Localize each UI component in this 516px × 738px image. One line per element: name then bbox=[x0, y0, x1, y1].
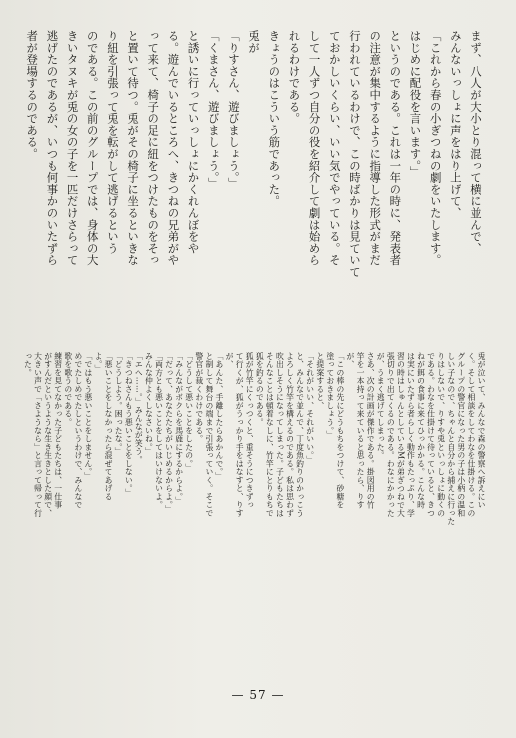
text-column: さあ、次の計画が傑作である。掛図用の竹 bbox=[366, 352, 376, 509]
text-column: 「エへ……。」みんなが笑う。 bbox=[134, 352, 144, 464]
text-column: の注意が集中するように指導した形式がまだ bbox=[368, 30, 383, 266]
text-column: 「みんながボクらを馬鹿にするからよ。」 bbox=[174, 352, 184, 506]
text-column: 狐が竹竿にくっつくと、重そうにつきずっ bbox=[245, 352, 255, 509]
text-column: めでたしめでたしというわけで、みんなで bbox=[73, 352, 83, 509]
text-column: 「だって、あなたたちがいじめるからよ。」 bbox=[164, 352, 174, 514]
text-column: というのである。これは一年の時に、発表者 bbox=[388, 30, 403, 266]
text-column: しい子なので、ちゃんと自分から捕えに行った bbox=[446, 352, 456, 526]
text-column: と提案すると、 bbox=[315, 352, 325, 410]
text-column: である。わなを仕掛けて待っていると、きつ bbox=[426, 352, 436, 518]
text-column: 逃げたのであるが、いつも何事かのいたずら bbox=[45, 30, 60, 266]
text-column: よろしく竹竿を構えるのである。私は思わず bbox=[285, 352, 295, 518]
text-column: 「あんた、手離したらあかんで。」 bbox=[214, 352, 224, 481]
text-column: が、 bbox=[345, 352, 355, 369]
text-column: 竿を一本持って来ていると思ったら、りす bbox=[356, 352, 366, 509]
text-column: はじめに配役を言います。」 bbox=[408, 30, 423, 178]
text-column: 兎が泣いて、みんなで森の警察へ訴えにい bbox=[477, 352, 486, 509]
text-column: 「りすさん、遊びましょう。」 bbox=[226, 30, 241, 190]
text-column: 兎が bbox=[247, 30, 262, 54]
text-column: 張切りで出てくるのである。わなにかかった bbox=[386, 352, 396, 518]
text-column: 練習を見てなかった子どもたちは、一仕事 bbox=[53, 352, 63, 509]
text-column: 行われているわけで、この時ばかりは見ていて bbox=[347, 30, 362, 278]
text-column: 「ではもう悪いことをしません。」 bbox=[83, 352, 93, 481]
text-column: が、うまく逃げてしまった。 bbox=[376, 352, 386, 460]
text-column: 「どうして悪いことをしたの。」 bbox=[184, 352, 194, 472]
text-column: と制して舞台の端まで引張っていく。そこで bbox=[204, 352, 214, 518]
text-column: 「どうしよう。困ったな。」 bbox=[114, 352, 124, 456]
text-column: れるわけである。 bbox=[287, 30, 302, 125]
text-column: 「きつねさんもう悪いことをしない。」 bbox=[124, 352, 134, 497]
text-column: り紐を引張って兎を転がして逃げるという bbox=[105, 30, 120, 255]
text-column: みんないっしょに声をはり上げて、 bbox=[448, 30, 463, 219]
text-column: が、 bbox=[225, 352, 235, 369]
text-column: よ。」 bbox=[94, 352, 104, 373]
text-column: く。そして相談をしてわなを仕掛ける。この bbox=[466, 352, 476, 518]
text-column: と、みんなで並んで、丁度魚釣りのかっこう bbox=[295, 352, 305, 518]
text-column: る。遊んでいるところへ、きつねの兄弟がや bbox=[166, 30, 181, 266]
text-column: 「これから春の小ぎつねの劇をいたします。 bbox=[428, 30, 443, 266]
text-column: って来て、椅子の足に紐をつけたものをそっ bbox=[146, 30, 161, 266]
lower-text-block bbox=[22, 352, 486, 672]
text-column: った。 bbox=[23, 352, 33, 377]
text-column: そんなことは頓着なしに、竹竿にとりもちで bbox=[265, 352, 275, 518]
text-column: 塗っておきましょう。」 bbox=[325, 352, 335, 439]
text-column: して一人ずつ自分の役を紹介して劇は始めら bbox=[307, 30, 322, 266]
text-column: と誘いに行っていっしょにかくれんぼをや bbox=[186, 30, 201, 255]
text-column: て行くが、狐がうっかり手をはなすと、りす bbox=[235, 352, 245, 518]
text-column: 「くまさん、遊びましょう。」 bbox=[206, 30, 221, 190]
page-number: — 57 — bbox=[231, 688, 285, 702]
text-column: 大きい声で「さようなら」と言って帰って行 bbox=[33, 352, 43, 518]
text-column: のである。この前のグループでは、身体の大 bbox=[85, 30, 100, 266]
text-column: 習の時はしゅんとしているMが弟ぎつねで大 bbox=[396, 352, 406, 518]
text-column: きょうのはこういう筋であった。 bbox=[267, 30, 282, 207]
text-column: ねが餌の食事に来てひっかかる。こんな時 bbox=[416, 352, 426, 509]
text-column: まず、八人が大小とり混って横に並んで、 bbox=[469, 30, 483, 255]
text-column: は実にいたずら者らしく動作もたっぷり、学 bbox=[406, 352, 416, 518]
text-column: 「この棒の先にどうもちをつけて、砂糖を bbox=[335, 352, 345, 509]
text-column: きいタヌキが兎の女の子を一匹だけさらって bbox=[65, 30, 80, 266]
text-column: 「それがいい、それがいい。」 bbox=[305, 352, 315, 464]
text-column: りはしないで、りすや兎といっしょに動くの bbox=[436, 352, 446, 518]
text-column: 狐を釣るのである。 bbox=[255, 352, 265, 427]
text-column: ておかしいくらい、いい気でやっている。そ bbox=[327, 30, 342, 266]
text-column: がすんだというような生き生きとした顔で、 bbox=[43, 352, 53, 518]
text-column: と置いて待つ。兎がその椅子に坐るといきな bbox=[126, 30, 141, 266]
text-column: みんな仲よくしなさいね。」 bbox=[144, 352, 154, 456]
text-column: 歌を歌うのである。 bbox=[63, 352, 73, 427]
upper-text-block bbox=[22, 30, 486, 340]
text-column: 警官が裁くわけである。 bbox=[194, 352, 204, 443]
text-column: 者が登場するのである。 bbox=[25, 30, 40, 160]
text-column: 吹出しそうになってしまった。子どもたちは bbox=[275, 352, 285, 518]
text-column: グループの警官になった男の子は小柄の温和 bbox=[456, 352, 466, 518]
text-column: 「悪いことをしなかったら混ぜてあげる bbox=[104, 352, 114, 501]
text-column: 「両方とも悪いことをしてはいけないよ。 bbox=[154, 352, 164, 509]
